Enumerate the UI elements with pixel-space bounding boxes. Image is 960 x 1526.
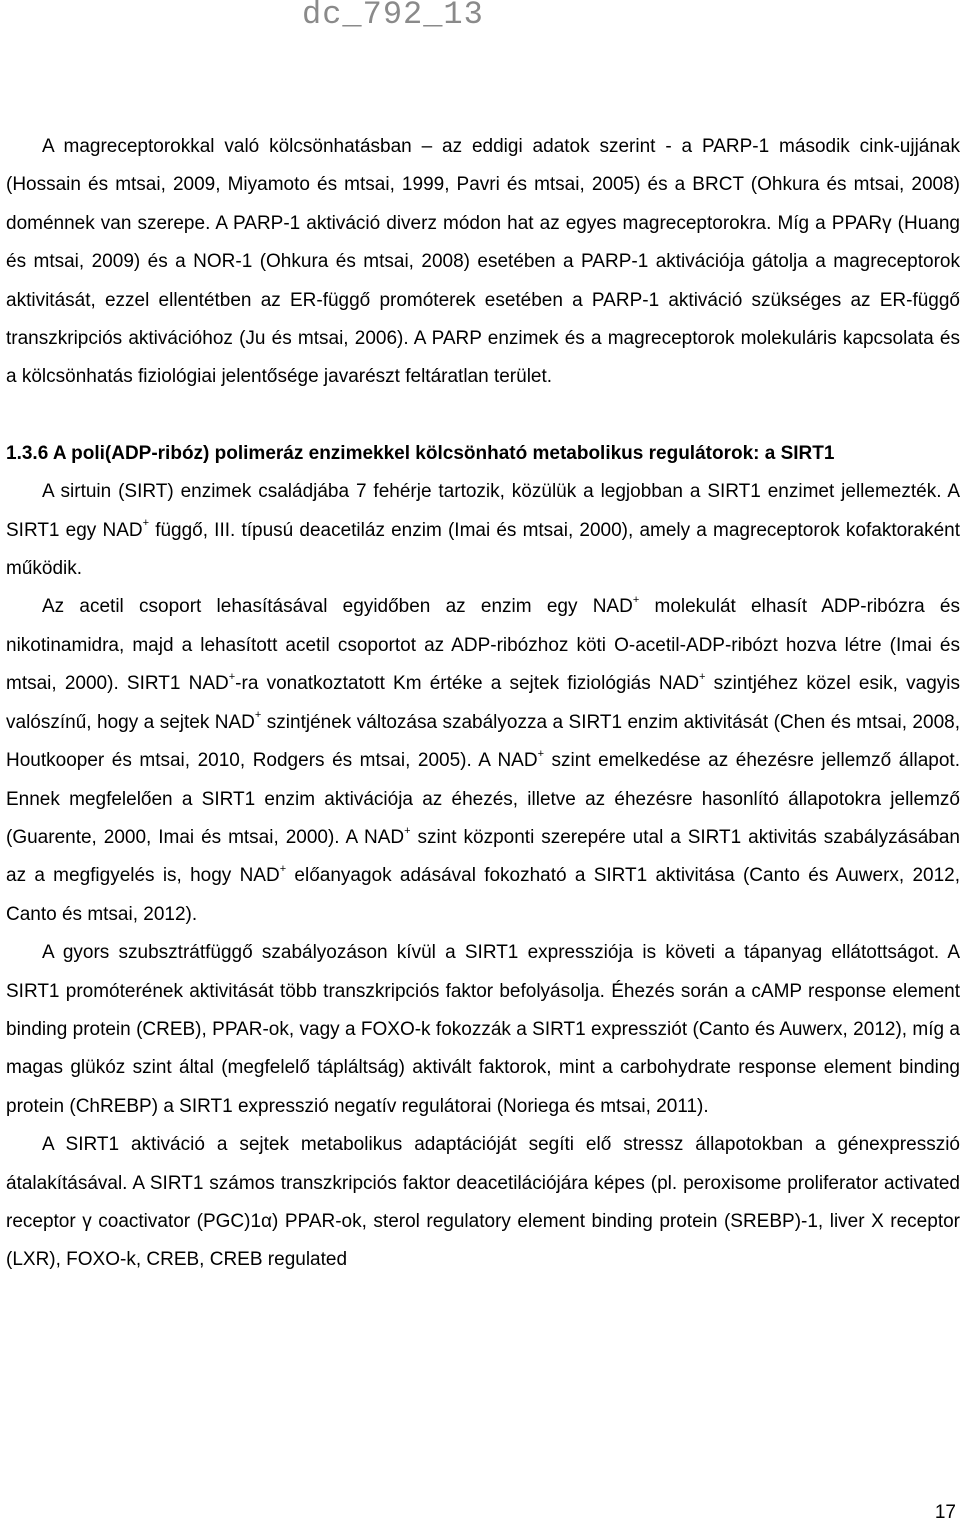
text-run: A sirtuin (SIRT) enzimek családjába 7 fehérje tartozik, közülük a legjobban a SIRT1 enzimet jellemezték. A SIRT1 egy NAD [6, 481, 960, 541]
paragraph-sirt1-expression: A gyors szubsztrátfüggő szabályozáson kívül a SIRT1 expressziója is követi a tápanyag ellátottságot. A SIRT1 promóterének aktivitását több transzkripciós faktor befolyásolja. Éhezés során a cAMP response element binding protein (CREB), PPAR-ok, vagy a FOXO-k fokozzák a SIRT1 expressziót (Canto és Auwerx, 2012), míg a magas glükóz szint által (megfelelő tápláltság) aktivált faktorok, mint a carbohydrate response element binding protein (ChREBP) a SIRT1 expresszió negatív regulátorai (Noriega és mtsai, 2011). [6, 942, 960, 1117]
superscript-plus: + [699, 670, 706, 683]
superscript-plus: + [142, 517, 150, 530]
superscript-plus: + [632, 594, 640, 607]
text-run: Az acetil csoport lehasításával egyidőben az enzim egy NAD [42, 596, 633, 618]
text-run: molekulát elhasít ADP-ribózra és nikotinamidra, majd a lehasított acetil csoportot az ADP-ribózhoz köti O-acetil-ADP-ribózt hozva létre (Imai és mtsai, 2000). SIRT1 NAD [6, 596, 960, 695]
section-heading-1-3-6: 1.3.6 A poli(ADP-ribóz) polimeráz enzimekkel kölcsönható metabolikus regulátorok: a SIRT1 [6, 442, 835, 464]
document-id-header: dc_792_13 [302, 0, 484, 33]
paragraph-nad-mechanism [6, 588, 960, 934]
text-run: -ra vonatkoztatott Km értéke a sejtek fiziológiás NAD [235, 673, 700, 695]
text-run: szint emelkedése az éhezésre jellemző állapot. Ennek megfelelően a SIRT1 enzim aktivációja az éhezés, illetve az éhezésre hasonlító állapotokra jellemző (Guarente, 2000, Imai és mtsai, 2000). A NAD [6, 750, 960, 848]
text-run: szintjéhez közel esik, vagyis valószínű, hogy a sejtek NAD [6, 673, 960, 733]
paragraph-magreceptor-interaction: A magreceptorokkal való kölcsönhatásban – az eddigi adatok szerint - a PARP-1 második cink-ujjának (Hossain és mtsai, 2009, Miyamoto és mtsai, 1999, Pavri és mtsai, 2005) és a BRCT (Ohkura és mtsai, 2008) doménnek van szerepe. A PARP-1 aktiváció diverz módon hat az egyes magreceptorokra. Míg a PPARγ (Huang és mtsai, 2009) és a NOR-1 (Ohkura és mtsai, 2008) esetében a PARP-1 aktivációja gátolja a magreceptorok aktivitását, ezzel ellentétben az ER-függő promóterek esetében a PARP-1 aktiváció szükséges az ER-függő transzkripciós aktivációhoz (Ju és mtsai, 2006). A PARP enzimek és a magreceptorok molekuláris kapcsolata és a kölcsönhatás fiziológiai jelentősége javarészt feltáratlan terület. [6, 136, 960, 388]
text-run: szintjének változása szabályozza a SIRT1 enzim aktivitását (Chen és mtsai, 2008, Houtkooper és mtsai, 2010, Rodgers és mtsai, 2005). A NAD [6, 711, 960, 772]
paragraph-sirtuin-family [6, 473, 960, 588]
superscript-plus: + [228, 670, 236, 683]
text-run: előanyagok adásával fokozható a SIRT1 aktivitása (Canto és Auwerx, 2012, Canto és mtsai, 2012). [6, 865, 960, 925]
paragraph-spacer [6, 397, 960, 435]
text-run: függő, III. típusú deacetiláz enzim (Imai és mtsai, 2000), amely a magreceptorok kofaktoraként működik. [6, 519, 960, 580]
superscript-plus: + [404, 824, 411, 837]
superscript-plus: + [279, 862, 287, 875]
page-number: 17 [934, 1502, 956, 1523]
paragraph-sirt1-activation: A SIRT1 aktiváció a sejtek metabolikus adaptációját segíti elő stressz állapotokban a génexpresszió átalakításával. A SIRT1 számos transzkripciós faktor deacetilációjára képes (pl. peroxisome proliferator activated receptor γ coactivator (PGC)1α) PPAR-ok, sterol regulatory element binding protein (SREBP)-1, liver X receptor (LXR), FOXO-k, CREB, CREB regulated [6, 1134, 960, 1271]
text-run: szint központi szerepére utal a SIRT1 aktivitás szabályzásában az a megfigyelés is, hogy NAD [6, 826, 960, 887]
document-body [6, 128, 960, 1280]
superscript-plus: + [254, 709, 262, 722]
superscript-plus: + [537, 747, 544, 760]
